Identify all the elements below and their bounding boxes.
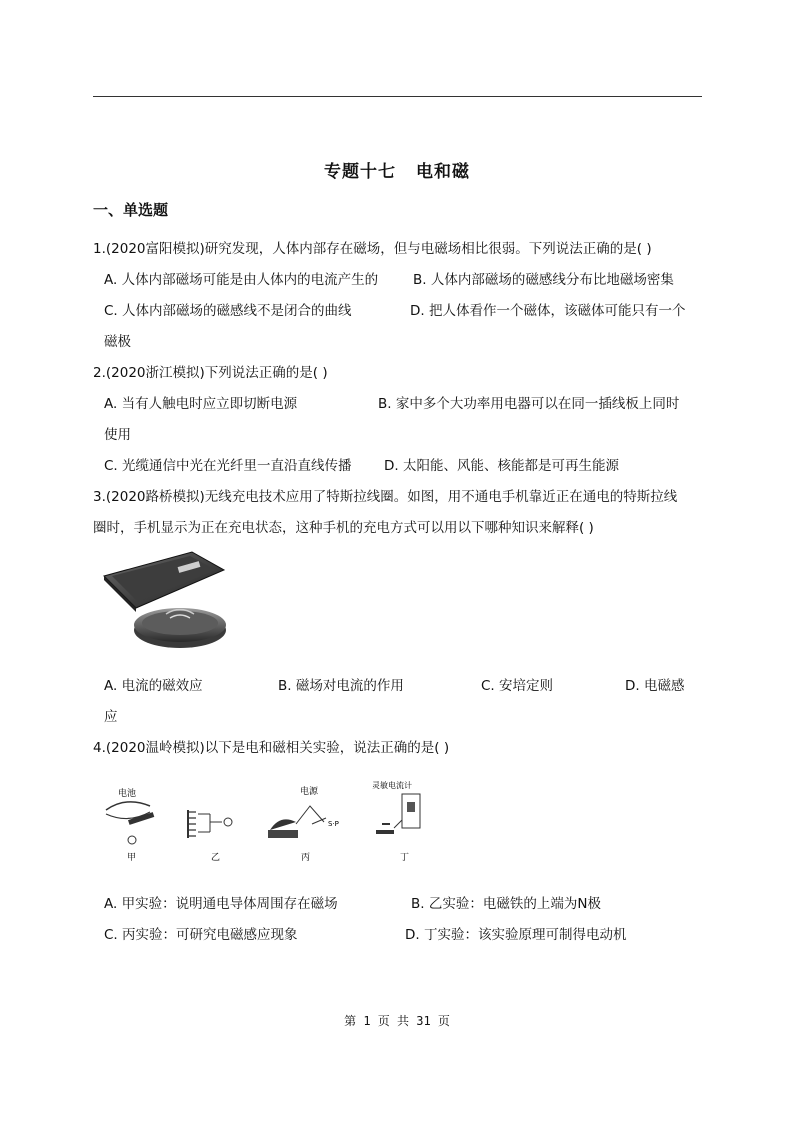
experiment-yi-figure <box>188 810 232 863</box>
q4-option-b: B. 乙实验：电磁铁的上端为N极 <box>411 896 601 912</box>
experiment-diagrams <box>100 780 440 870</box>
fig-label-yi: 乙 <box>211 853 221 863</box>
q2-option-d: D. 太阳能、风能、核能都是可再生能源 <box>384 458 619 474</box>
title-subject: 电和磁 <box>416 162 470 182</box>
fig-label-sq: S·P <box>328 820 339 828</box>
q2-stem: 2.(2020浙江模拟)下列说法正确的是( ) <box>93 365 328 381</box>
q1-option-c: C. 人体内部磁场的磁感线不是闭合的曲线 <box>104 303 352 319</box>
q4-option-c: C. 丙实验：可研究电磁感应现象 <box>104 927 298 943</box>
q3-option-b: B. 磁场对电流的作用 <box>278 678 404 694</box>
q2-option-b: B. 家中多个大功率用电器可以在同一插线板上同时 <box>378 396 680 412</box>
q4-option-a: A. 甲实验：说明通电导体周围存在磁场 <box>104 896 338 912</box>
fig-label-battery: 电池 <box>118 789 137 799</box>
q1-option-b: B. 人体内部磁场的磁感线分布比地磁场密集 <box>413 272 674 288</box>
q1-option-a: A. 人体内部磁场可能是由人体内的电流产生的 <box>104 272 379 288</box>
title-topic: 专题十七 <box>324 162 396 182</box>
q2-option-a: A. 当有人触电时应立即切断电源 <box>104 396 298 412</box>
q1-option-d-cont: 磁极 <box>104 334 131 350</box>
q3-option-d: D. 电磁感 <box>625 678 685 694</box>
q3-option-a: A. 电流的磁效应 <box>104 678 203 694</box>
fig-label-galvanometer: 灵敏电流计 <box>372 781 412 790</box>
fig-label-bing: 丙 <box>301 853 311 863</box>
fig-label-power-source: 电源 <box>300 787 319 797</box>
page-footer: 第 1 页 共 31 页 <box>344 1014 450 1028</box>
q1-stem: 1.(2020富阳模拟)研究发现，人体内部存在磁场，但与电磁场相比很弱。下列说法正确的是( ) <box>93 241 652 257</box>
header-rule <box>93 96 702 97</box>
fig-label-jia: 甲 <box>127 853 137 863</box>
q4-stem: 4.(2020温岭模拟)以下是电和磁相关实验，说法正确的是( ) <box>93 740 450 756</box>
experiment-ding-figure <box>372 780 420 863</box>
q2-option-c: C. 光缆通信中光在光纤里一直沿直线传播 <box>104 458 352 474</box>
experiment-jia-figure <box>106 787 154 863</box>
q3-stem-cont: 圈时，手机显示为正在充电状态，这种手机的充电方式可以用以下哪种知识来解释( ) <box>93 520 594 536</box>
section-heading: 一、单选题 <box>93 201 169 219</box>
fig-label-ding: 丁 <box>400 853 410 863</box>
wireless-charger-image <box>100 548 230 658</box>
q3-stem: 3.(2020路桥模拟)无线充电技术应用了特斯拉线圈。如图，用不通电手机靠近正在通电的特斯拉线 <box>93 489 678 505</box>
q2-option-b-cont: 使用 <box>104 427 131 443</box>
q4-option-d: D. 丁实验：该实验原理可制得电动机 <box>405 927 627 943</box>
q1-option-d: D. 把人体看作一个磁体，该磁体可能只有一个 <box>410 303 686 319</box>
q3-option-c: C. 安培定则 <box>481 678 554 694</box>
page-title <box>0 157 794 182</box>
q3-option-d-cont: 应 <box>104 709 118 725</box>
experiment-bing-figure <box>268 785 339 863</box>
